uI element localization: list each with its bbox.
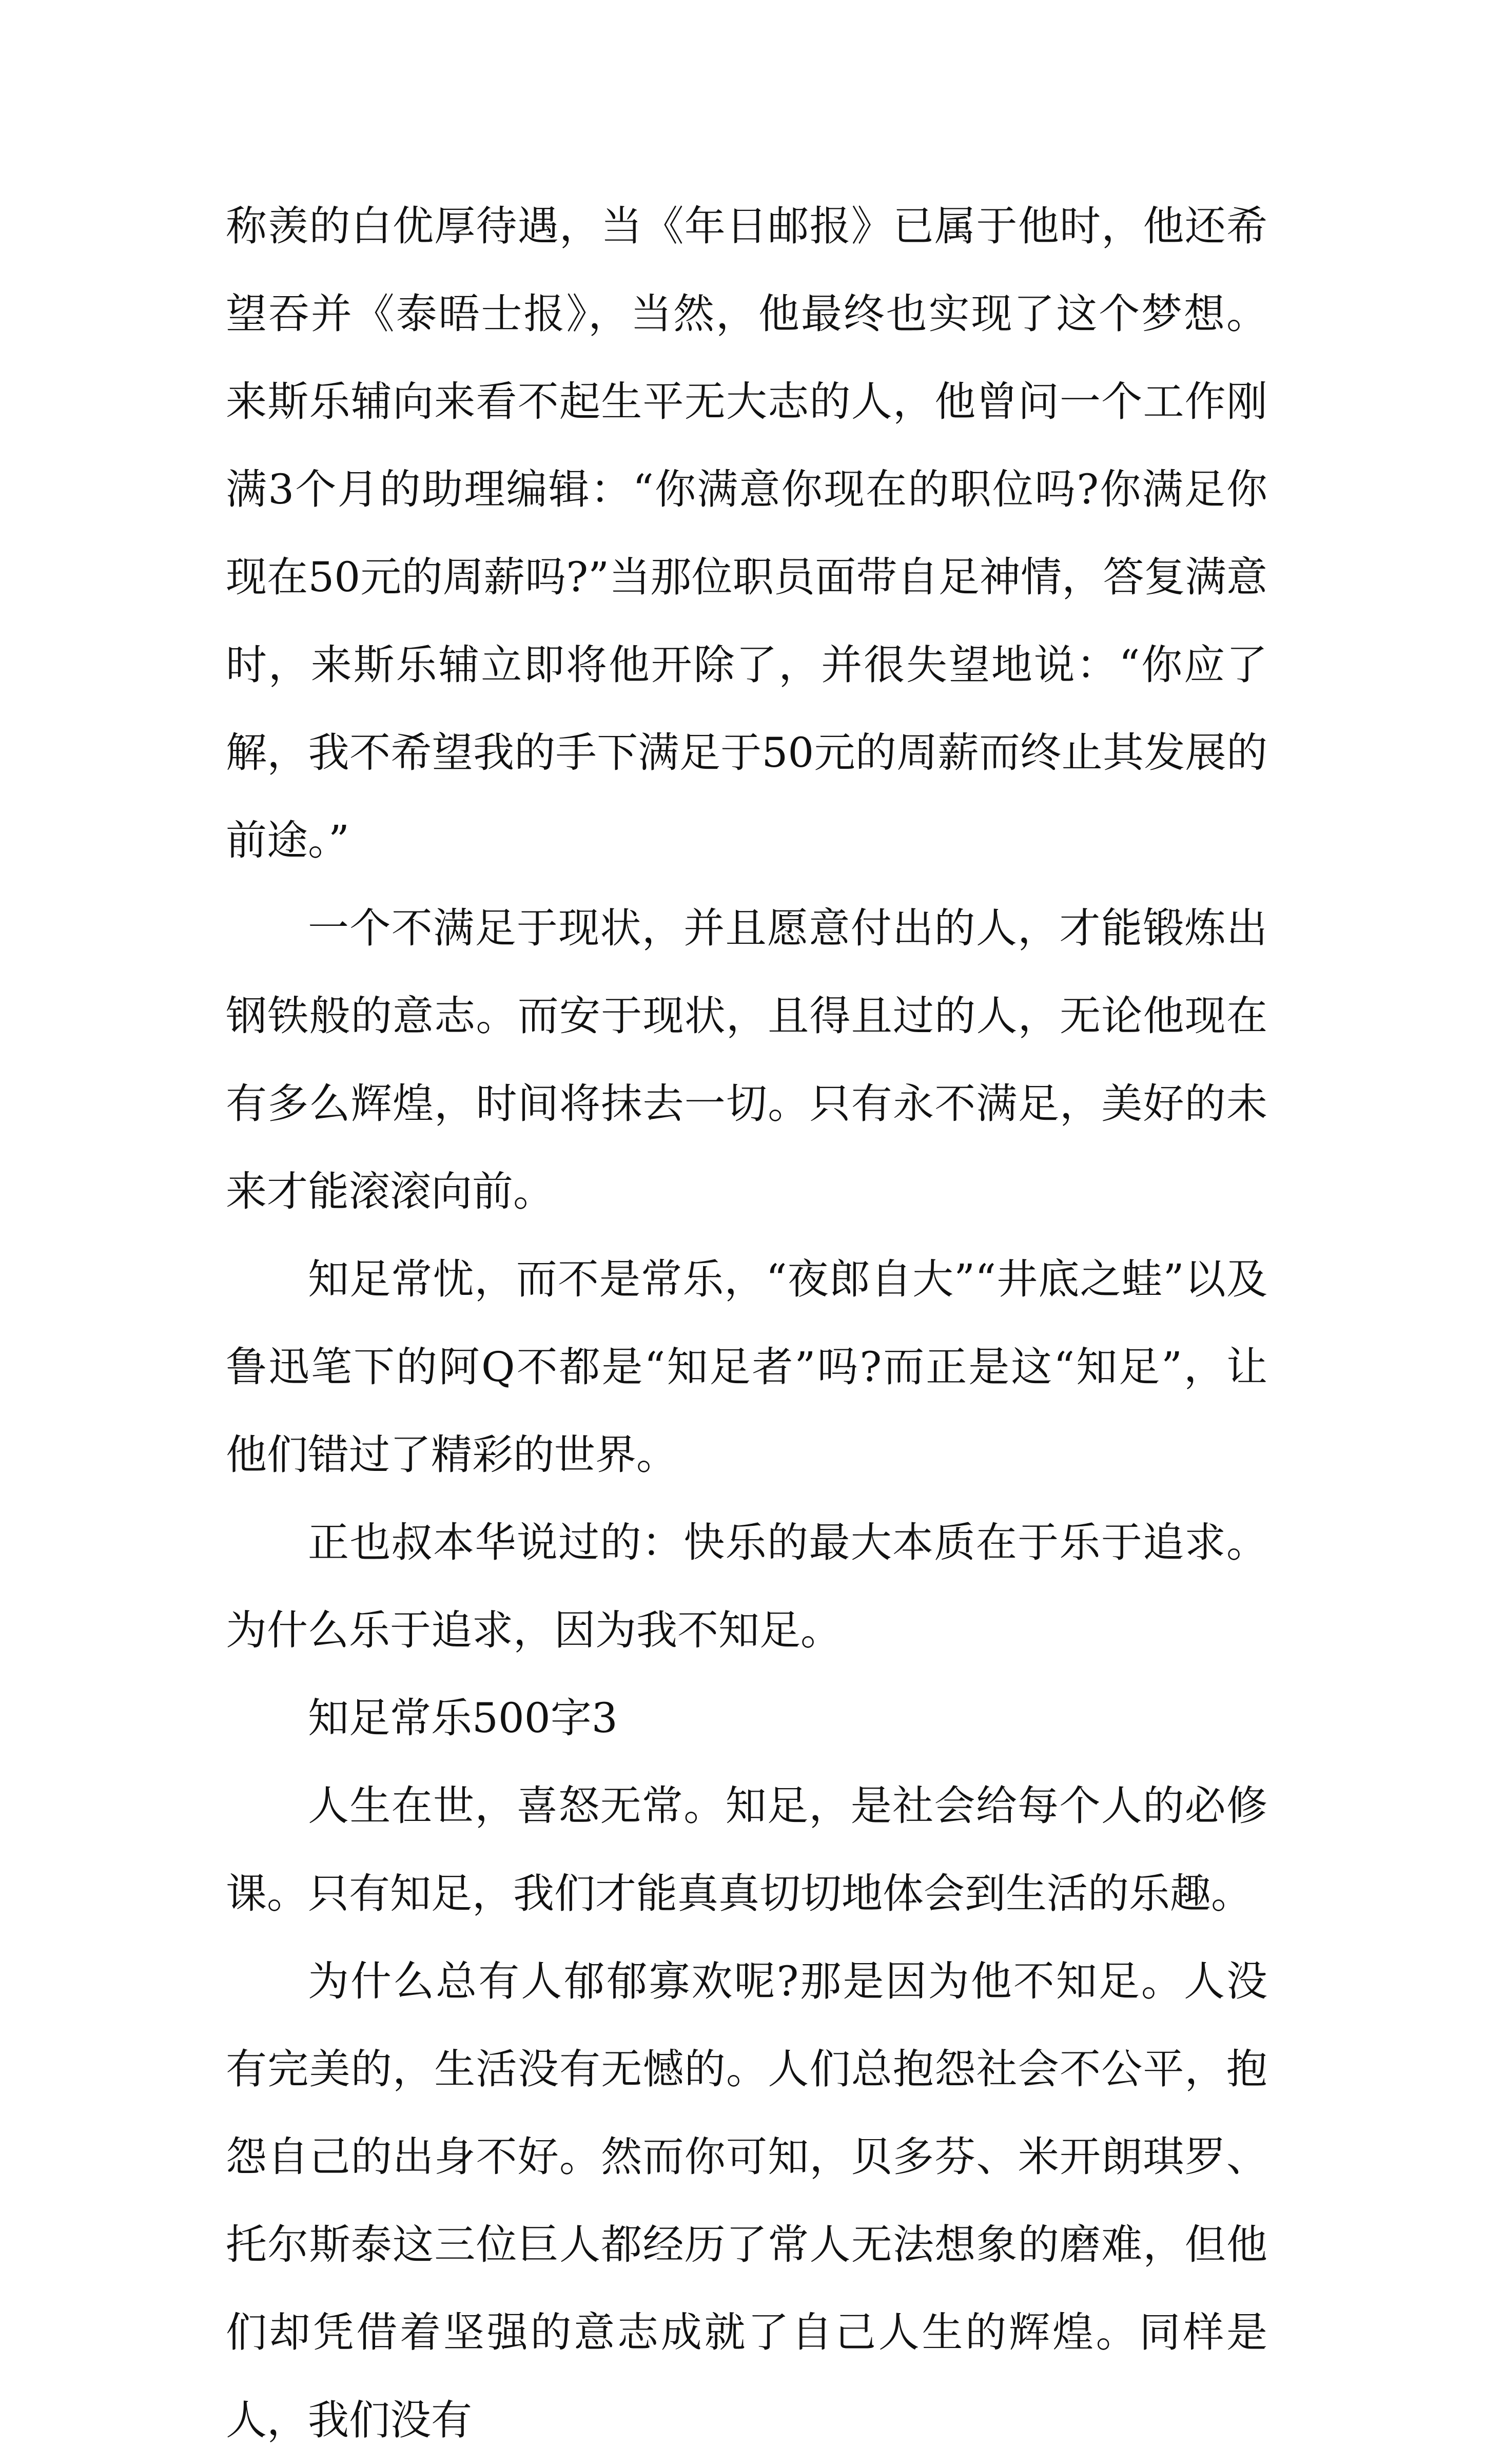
paragraph: 人生在世，喜怒无常。知足，是社会给每个人的必修课。只有知足，我们才能真真切切地体会到生活的乐趣。 (226, 1782, 1267, 1917)
paragraph: 正也叔本华说过的：快乐的最大本质在于乐于追求。为什么乐于追求，因为我不知足。 (226, 1519, 1267, 1654)
paragraph: 一个不满足于现状，并且愿意付出的人，才能锻炼出钢铁般的意志。而安于现状，且得且过的人，无论他现在有多么辉煌，时间将抹去一切。只有永不满足，美好的未来才能滚滚向前。 (226, 904, 1267, 1215)
paragraph: 知足常忧，而不是常乐，“夜郎自大”“井底之蛙”以及鲁迅笔下的阿Q不都是“知足者”吗?而正是这“知足”，让他们错过了精彩的世界。 (226, 1255, 1267, 1479)
paragraph: 为什么总有人郁郁寡欢呢?那是因为他不知足。人没有完美的，生活没有无憾的。人们总抱怨社会不公平，抱怨自己的出身不好。然而你可知，贝多芬、米开朗琪罗、托尔斯泰这三位巨人都经历了常人无法想象的磨难，但他们却凭借着坚强的意志成就了自己人生的辉煌。同样是人，我们没有 (226, 1957, 1267, 2444)
paragraph-continued: 称羡的白优厚待遇，当《年日邮报》已属于他时，他还希望吞并《泰晤士报》，当然，他最终也实现了这个梦想。来斯乐辅向来看不起生平无大志的人，他曾问一个工作刚满3个月的助理编辑：“你满意你现在的职位吗?你满足你现在50元的周薪吗?”当那位职员面带自足神情，答复满意时，来斯乐辅立即将他开除了，并很失望地说：“你应了解，我不希望我的手下满足于50元的周薪而终止其发展的前途。” (226, 202, 1267, 864)
document-body (226, 182, 1267, 2464)
section-heading: 知足常乐500字3 (308, 1694, 618, 1742)
